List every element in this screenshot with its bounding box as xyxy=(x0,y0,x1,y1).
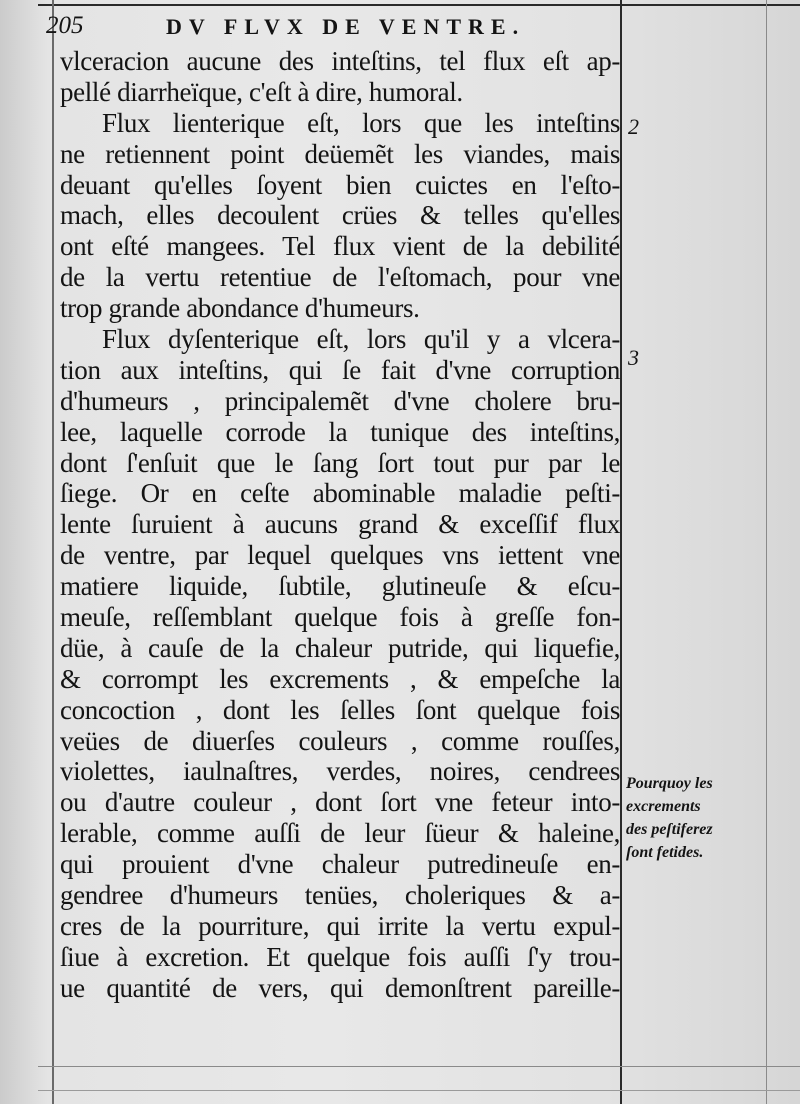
text-line: ne retiennent point deüemẽt les viandes, mais xyxy=(60,138,620,169)
text-line: mach, elles decoulent crües & telles qu'elles xyxy=(60,200,620,231)
margin-note-line: des peſtiferez xyxy=(626,821,713,838)
margin-note-line: excrements xyxy=(626,798,701,815)
footer-rule-lower xyxy=(38,1090,800,1091)
text-column-rule xyxy=(620,0,622,1104)
text-line: tion aux inteſtins, qui ſe fait d'vne corruption xyxy=(60,354,620,385)
text-line: cres de la pourriture, qui irrite la vertu expul- xyxy=(60,910,620,941)
text-line: ſiue à excretion. Et quelque fois auſſi ſ'y trou- xyxy=(60,941,620,972)
text-line: qui prouient d'vne chaleur putredineuſe en- xyxy=(60,849,620,880)
header-rule xyxy=(38,4,800,6)
text-line: gendree d'humeurs tenües, choleriques & a- xyxy=(60,880,620,911)
page-header xyxy=(46,12,616,46)
running-title: DV FLVX DE VENTRE. xyxy=(166,14,526,39)
text-line: ont eſté mangees. Tel flux vient de la debilité xyxy=(60,231,620,262)
margin-number-3: 3 xyxy=(628,345,639,370)
text-line: pellé diarrheïque, c'eſt à dire, humoral. xyxy=(60,76,463,107)
text-line: & corrompt les excrements , & empeſche la xyxy=(60,663,620,694)
text-line: ſiege. Or en ceſte abominable maladie peſti- xyxy=(60,478,620,509)
text-line: ou d'autre couleur , dont ſort vne feteur into- xyxy=(60,787,620,818)
text-line: ue quantité de vers, qui demonſtrent pareille- xyxy=(60,972,620,1003)
text-line: Flux lienterique eſt, lors que les inteſtins xyxy=(102,107,620,138)
text-line: meuſe, reſſemblant quelque fois à greſſe fon- xyxy=(60,602,620,633)
text-line: dont ſ'enſuit que le ſang ſort tout pur par le xyxy=(60,447,620,478)
text-line: d'humeurs , principalemẽt d'vne cholere bru- xyxy=(60,385,620,416)
text-line: vlceracion aucune des inteſtins, tel flux eſt ap- xyxy=(60,46,620,76)
text-line: de la vertu retentiue de l'eſtomach, pour vne xyxy=(60,262,620,293)
body-text xyxy=(60,46,620,1004)
text-line: düe, à cauſe de la chaleur putride, qui liquefie, xyxy=(60,632,620,663)
margin-note xyxy=(626,772,766,864)
text-line: lente ſuruient à aucuns grand & exceſſif flux xyxy=(60,509,620,540)
text-line: violettes, iaulnaſtres, verdes, noires, cendrees xyxy=(60,756,620,787)
text-line: lee, laquelle corrode la tunique des inteſtins, xyxy=(60,416,620,447)
text-line: matiere liquide, ſubtile, glutineuſe & eſcu- xyxy=(60,571,620,602)
margin-note-line: Pourquoy les xyxy=(626,775,713,792)
margin-number-2: 2 xyxy=(628,114,639,139)
page-number: 205 xyxy=(46,12,84,39)
text-line: Flux dyſenterique eſt, lors qu'il y a vlcera- xyxy=(102,324,620,355)
text-line: veües de diuerſes couleurs , comme rouſſes, xyxy=(60,725,620,756)
left-margin-rule xyxy=(52,0,54,1104)
text-line: de ventre, par lequel quelques vns iettent vne xyxy=(60,540,620,571)
text-line: lerable, comme auſſi de leur ſüeur & haleine, xyxy=(60,818,620,849)
text-line: deuant qu'elles ſoyent bien cuictes en l'eſto- xyxy=(60,169,620,200)
right-margin-rule xyxy=(766,0,767,1104)
text-line: trop grande abondance d'humeurs. xyxy=(60,293,420,324)
text-line: concoction , dont les ſelles ſont quelque fois xyxy=(60,694,620,725)
footer-rule xyxy=(38,1066,800,1067)
margin-note-line: ſont fetides. xyxy=(626,844,704,861)
